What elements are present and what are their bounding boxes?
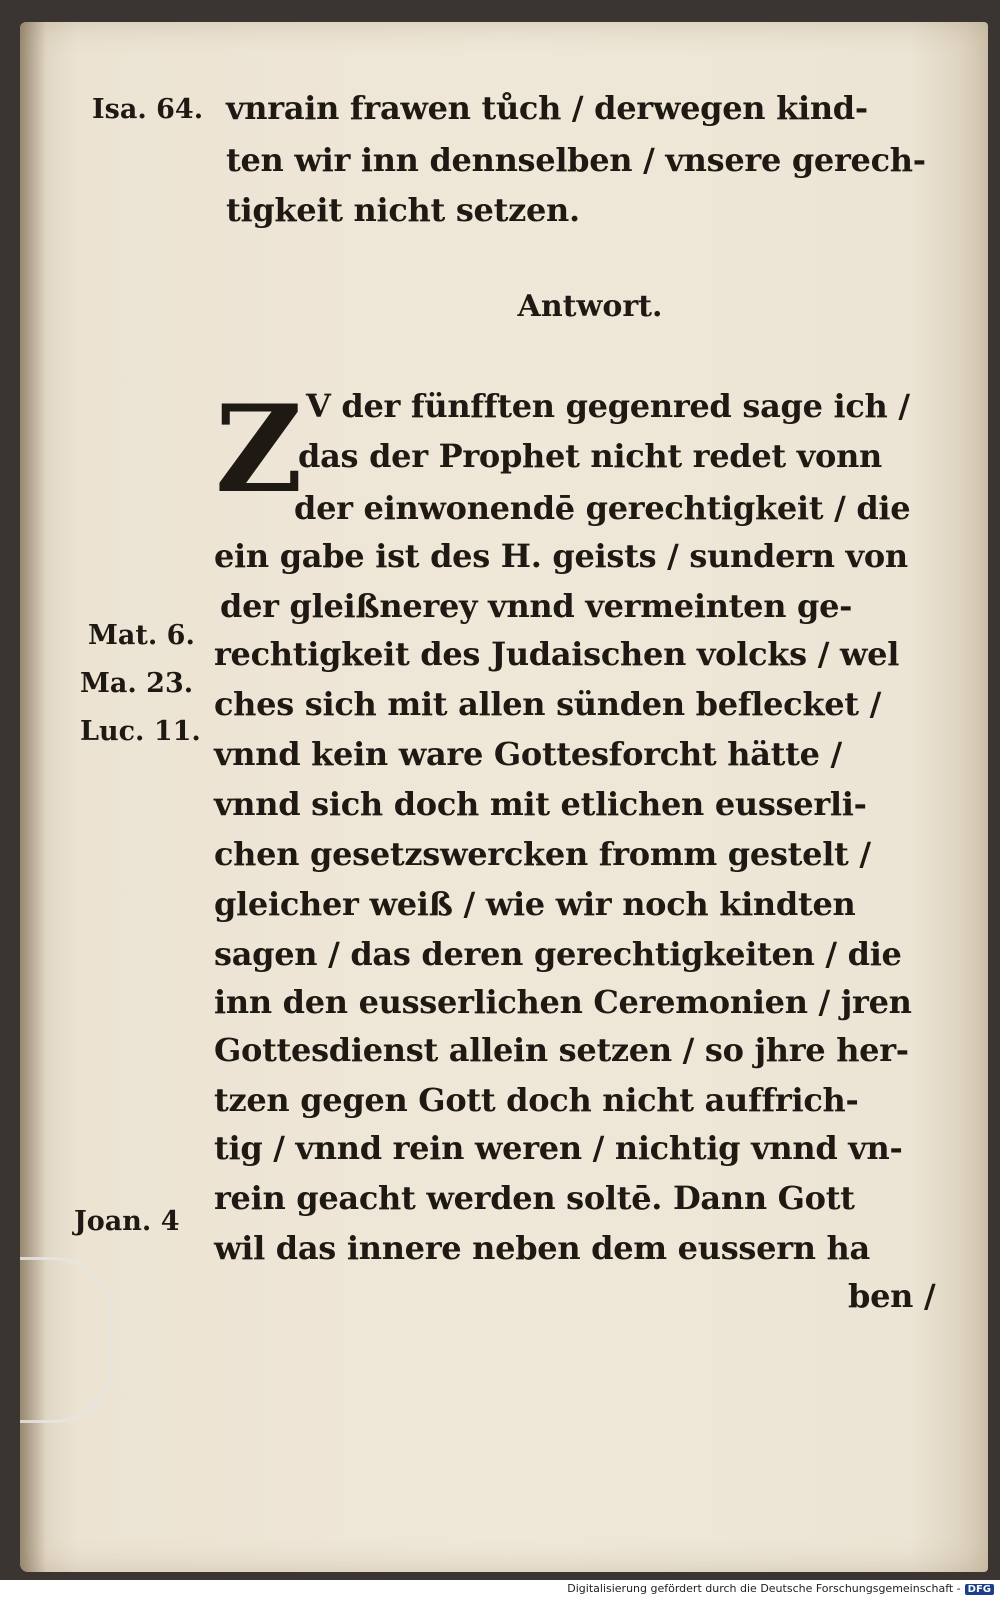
text-line-14: gleicher weiß / wie wir noch kindten xyxy=(214,885,856,923)
margin-note-mat: Mat. 6. xyxy=(88,620,195,651)
digitization-credit xyxy=(567,1582,994,1595)
section-heading: Antwort. xyxy=(517,289,663,324)
text-line-13: chen gesetzswercken fromm gestelt / xyxy=(214,835,871,873)
text-line-5: das der Prophet nicht redet vonn xyxy=(298,437,883,475)
credit-text: Digitalisierung gefördert durch die Deutsche Forschungsgemeinschaft - xyxy=(567,1582,961,1595)
margin-note-isa: Isa. 64. xyxy=(92,94,204,125)
margin-note-joan: Joan. 4 xyxy=(74,1206,180,1237)
margin-note-luc: Luc. 11. xyxy=(80,716,201,747)
text-line-1: vnrain frawen tůch / derwegen kind- xyxy=(226,89,868,127)
bookmark-ribbon xyxy=(20,1257,113,1423)
text-line-3: tigkeit nicht setzen. xyxy=(226,191,580,229)
text-line-18: tzen gegen Gott doch nicht auffrich- xyxy=(214,1081,859,1119)
text-line-17: Gottesdienst allein setzen / so jhre her- xyxy=(214,1031,909,1069)
text-line-7: ein gabe ist des H. geists / sundern von xyxy=(214,537,908,575)
text-line-21: wil das innere neben dem eussern ha xyxy=(214,1229,870,1267)
text-line-9: rechtigkeit des Judaischen volcks / wel xyxy=(214,635,900,673)
text-line-8: der gleißnerey vnnd vermeinten ge- xyxy=(220,587,853,625)
drop-cap: Z xyxy=(215,379,303,520)
text-line-2: ten wir inn dennselben / vnsere gerech- xyxy=(226,141,926,179)
text-line-20: rein geacht werden soltē. Dann Gott xyxy=(214,1179,855,1217)
margin-note-ma: Ma. 23. xyxy=(80,668,194,699)
text-line-4: V der fünfften gegenred sage ich / xyxy=(306,387,910,425)
dfg-logo: DFG xyxy=(965,1584,994,1595)
text-line-11: vnnd kein ware Gottesforcht hätte / xyxy=(214,735,842,773)
text-line-15: sagen / das deren gerechtigkeiten / die xyxy=(214,935,902,973)
text-line-6: der einwonendē gerechtigkeit / die xyxy=(294,489,911,527)
text-line-16: inn den eusserlichen Ceremonien / jren xyxy=(214,983,912,1021)
text-line-12: vnnd sich doch mit etlichen eusserli- xyxy=(214,785,867,823)
text-line-10: ches sich mit allen sünden beflecket / xyxy=(214,685,882,723)
text-line-19: tig / vnnd rein weren / nichtig vnnd vn- xyxy=(214,1129,903,1167)
text-line-22: ben / xyxy=(848,1277,936,1315)
